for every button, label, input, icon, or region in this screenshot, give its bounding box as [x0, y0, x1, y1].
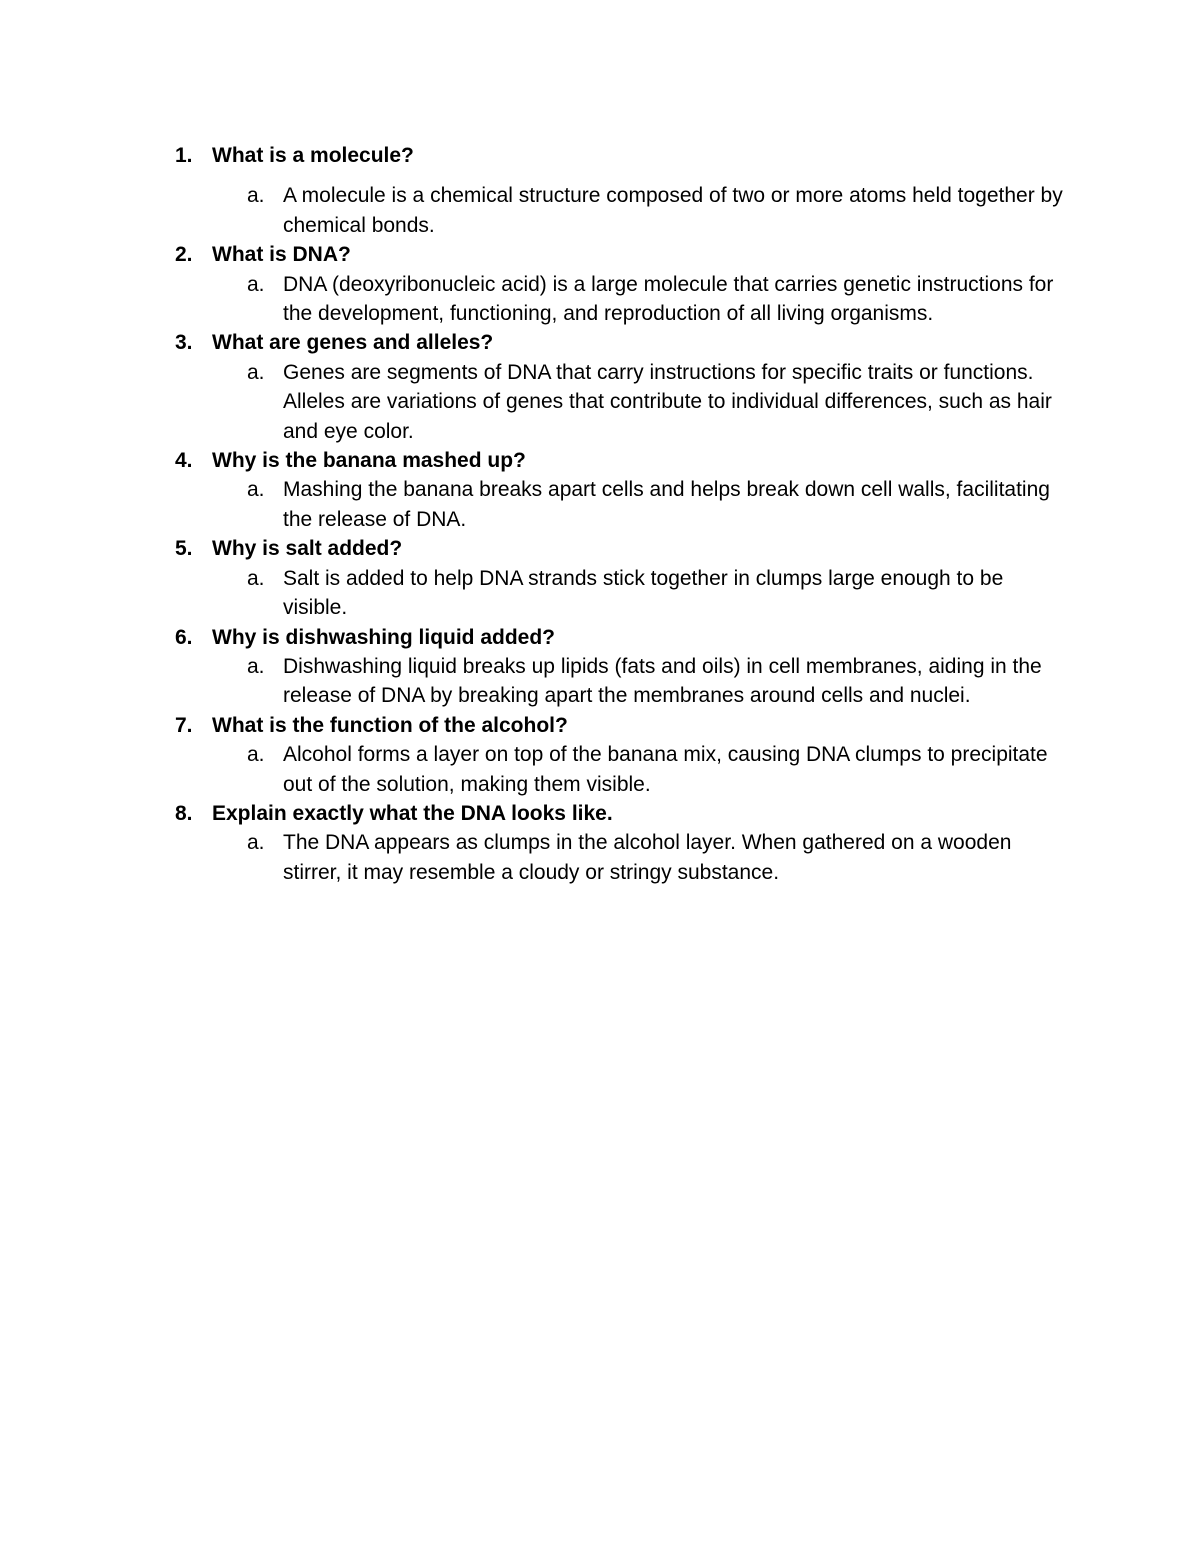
answer-letter: a.	[247, 478, 265, 502]
answer-7	[0, 740, 1200, 799]
question-number: 6.	[175, 625, 193, 649]
question-6	[0, 623, 1200, 652]
answer-text: Genes are segments of DNA that carry instructions for specific traits or functions. Alleles are variations of genes that contribute to individual differences, such as hair and eye color.	[283, 360, 1052, 443]
answer-text: Mashing the banana breaks apart cells and helps break down cell walls, facilitating the release of DNA.	[283, 478, 1050, 531]
answer-4	[0, 475, 1200, 534]
question-number: 2.	[175, 243, 193, 267]
answer-letter: a.	[247, 831, 265, 855]
answer-letter: a.	[247, 566, 265, 590]
qa-item-1	[0, 141, 1200, 240]
answer-letter: a.	[247, 272, 265, 296]
answer-1	[0, 181, 1200, 240]
answer-text: Alcohol forms a layer on top of the banana mix, causing DNA clumps to precipitate out of the solution, making them visible.	[283, 743, 1048, 796]
question-4	[0, 446, 1200, 475]
answer-letter: a.	[247, 360, 265, 384]
answer-text: The DNA appears as clumps in the alcohol layer. When gathered on a wooden stirrer, it may resemble a cloudy or stringy substance.	[283, 831, 1012, 884]
question-3	[0, 328, 1200, 357]
qa-item-2	[0, 240, 1200, 328]
answer-text: Dishwashing liquid breaks up lipids (fats and oils) in cell membranes, aiding in the release of DNA by breaking apart the membranes around cells and nuclei.	[283, 654, 1042, 708]
question-text: Explain exactly what the DNA looks like.	[212, 801, 613, 825]
question-number: 8.	[175, 801, 193, 825]
qa-item-7	[0, 711, 1200, 799]
answer-text: DNA (deoxyribonucleic acid) is a large molecule that carries genetic instructions for the development, functioning, and reproduction of all living organisms.	[283, 272, 1054, 326]
answer-text: Salt is added to help DNA strands stick together in clumps large enough to be visible.	[283, 566, 1004, 620]
question-number: 1.	[175, 144, 193, 167]
question-text: What are genes and alleles?	[212, 331, 494, 355]
qa-item-6	[0, 623, 1200, 711]
answer-letter: a.	[247, 184, 265, 208]
question-8	[0, 799, 1200, 828]
question-text: What is a molecule?	[212, 144, 414, 167]
answer-text: A molecule is a chemical structure composed of two or more atoms held together by chemical bonds.	[283, 184, 1063, 237]
answer-8	[0, 828, 1200, 887]
question-7	[0, 711, 1200, 740]
question-number: 4.	[175, 449, 193, 473]
question-text: Why is the banana mashed up?	[212, 449, 526, 473]
question-number: 3.	[175, 331, 193, 355]
question-1	[0, 141, 1200, 170]
question-text: What is DNA?	[212, 243, 351, 267]
question-text: Why is salt added?	[212, 537, 403, 561]
answer-2	[0, 270, 1200, 329]
answer-5	[0, 564, 1200, 623]
question-answer-list	[0, 141, 1200, 887]
question-2	[0, 240, 1200, 269]
answer-letter: a.	[247, 743, 265, 767]
question-5	[0, 534, 1200, 563]
question-text: Why is dishwashing liquid added?	[212, 625, 556, 649]
question-text: What is the function of the alcohol?	[212, 713, 568, 737]
qa-item-3	[0, 328, 1200, 446]
qa-item-4	[0, 446, 1200, 534]
answer-letter: a.	[247, 654, 265, 678]
question-number: 5.	[175, 537, 193, 561]
qa-item-8	[0, 799, 1200, 887]
answer-3	[0, 358, 1200, 446]
answer-6	[0, 652, 1200, 711]
question-number: 7.	[175, 713, 193, 737]
qa-item-5	[0, 534, 1200, 622]
